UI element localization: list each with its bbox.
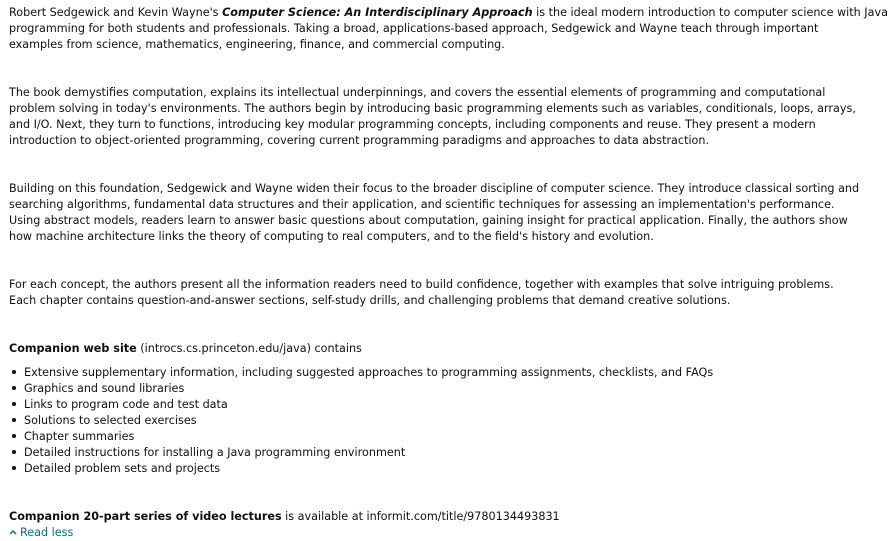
bullet-icon: [12, 386, 16, 390]
companion-site-label: Companion web site: [9, 342, 137, 355]
list-item: Graphics and sound libraries: [9, 381, 184, 397]
desc-p2-line4: introduction to object-oriented programming, covering current programming paradigms and approaches to data abstraction.: [9, 134, 710, 147]
list-item: Solutions to selected exercises: [9, 413, 197, 429]
desc-text: is the ideal modern introduction to computer science with Java: [532, 6, 888, 19]
bullet-icon: [12, 370, 16, 374]
desc-text: Robert Sedgewick and Kevin Wayne's: [9, 6, 223, 19]
desc-p1-line3: examples from science, mathematics, engineering, finance, and commercial computing.: [9, 38, 505, 51]
desc-p1-line1: [9, 5, 888, 21]
companion-site-line: [9, 341, 362, 357]
video-lectures-text: is available at informit.com/title/9780134493831: [281, 510, 560, 523]
desc-p3-line3: Using abstract models, readers learn to answer basic questions about computation, gaining insight for practical application. Finally, the authors show: [9, 214, 848, 227]
chevron-up-icon: [9, 529, 17, 535]
bullet-icon: [12, 466, 16, 470]
desc-p3-line2: searching algorithms, fundamental data structures and their application, and scientific techniques for assessing an implementation's performance.: [9, 198, 835, 211]
video-lectures-line: [9, 509, 560, 525]
desc-p4-line2: Each chapter contains question-and-answer sections, self-study drills, and challenging problems that demand creative solutions.: [9, 294, 731, 307]
bullet-icon: [12, 434, 16, 438]
list-item: Detailed problem sets and projects: [9, 461, 220, 477]
bullet-icon: [12, 402, 16, 406]
companion-site-text: (introcs.cs.princeton.edu/java) contains: [136, 342, 362, 355]
bullet-icon: [12, 450, 16, 454]
desc-p4-line1: For each concept, the authors present all the information readers need to build confidence, together with examples that solve intriguing problems.: [9, 278, 834, 291]
book-title: Computer Science: An Interdisciplinary Approach: [222, 6, 533, 19]
list-item: Extensive supplementary information, including suggested approaches to programming assignments, checklists, and FAQs: [9, 365, 713, 381]
bullet-icon: [12, 418, 16, 422]
desc-p3-line4: how machine architecture links the theory of computing to real computers, and to the field's history and evolution.: [9, 230, 654, 243]
read-less-label[interactable]: Read less: [20, 526, 74, 539]
list-item: Detailed instructions for installing a Java programming environment: [9, 445, 405, 461]
desc-p2-line3: and I/O. Next, they turn to functions, introducing key modular programming concepts, including components and reuse. They present a modern: [9, 118, 816, 131]
list-item: Links to program code and test data: [9, 397, 228, 413]
desc-p2-line2: problem solving in today's environments. The authors begin by introducing basic programming elements such as variables, conditionals, loops, arrays,: [9, 102, 856, 115]
video-lectures-label: Companion 20-part series of video lectures: [9, 510, 282, 523]
desc-p1-line2: programming for both students and professionals. Taking a broad, applications-based approach, Sedgewick and Wayne teach through important: [9, 22, 819, 35]
desc-p3-line1: Building on this foundation, Sedgewick and Wayne widen their focus to the broader discipline of computer science. They introduce classical sorting and: [9, 182, 860, 195]
desc-p2-line1: The book demystifies computation, explains its intellectual underpinnings, and covers the essential elements of programming and computational: [9, 86, 826, 99]
read-less-link[interactable]: [9, 525, 73, 541]
list-item: Chapter summaries: [9, 429, 134, 445]
